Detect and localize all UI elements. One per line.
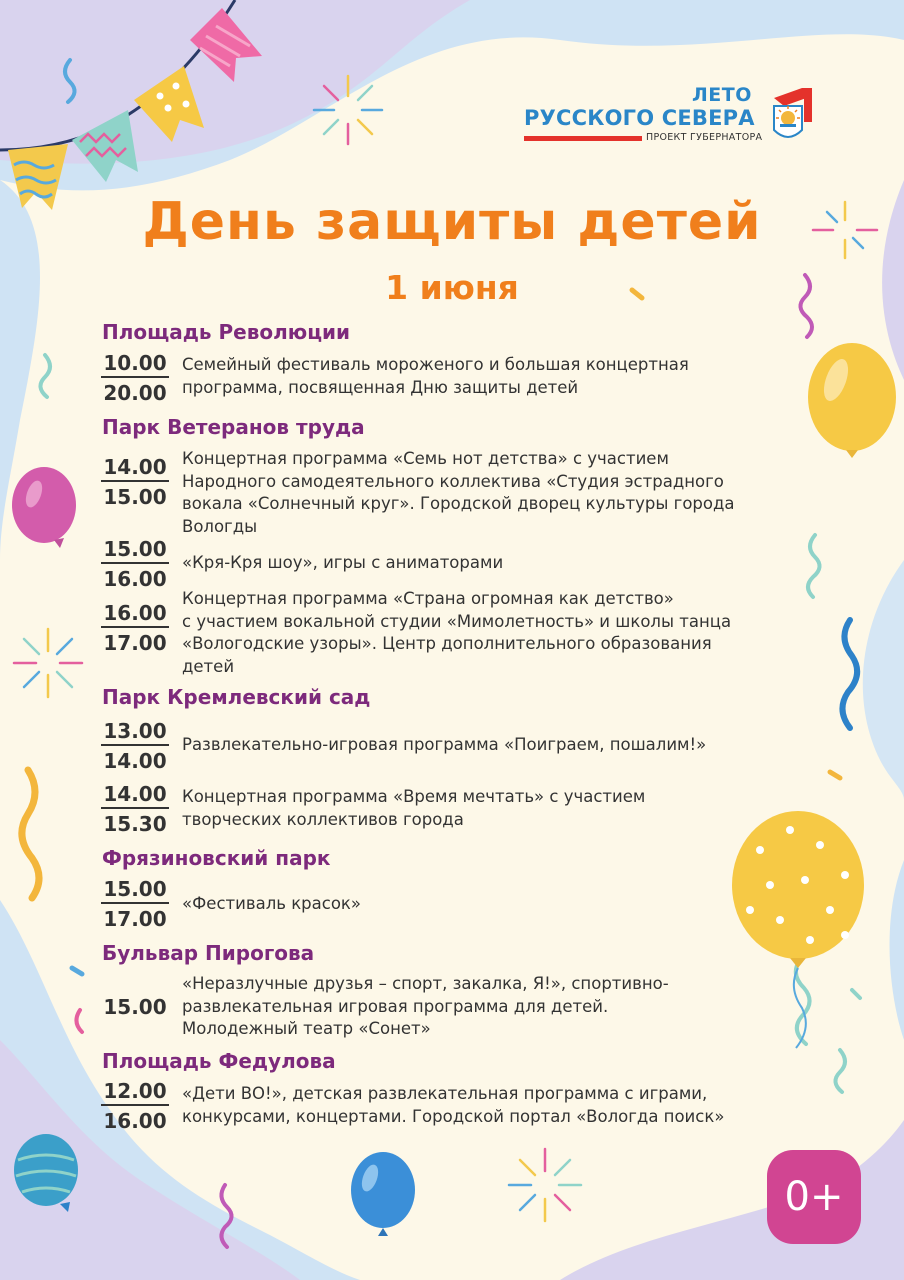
event-line: «Дети ВО!», детская развлекательная программа с играми, [182, 1084, 708, 1103]
time-end: 15.30 [103, 812, 167, 836]
time-end: 16.00 [103, 1109, 167, 1133]
project-logo [522, 70, 822, 154]
time-end: 17.00 [103, 631, 167, 655]
time-start: 12.00 [101, 1078, 169, 1106]
event-line: конкурсами, концертами. Городской портал «Вологда поиск» [182, 1106, 725, 1126]
event-line: Концертная программа «Страна огромная как детство» [182, 589, 674, 608]
event-description [182, 588, 842, 678]
event-line: Вологды [182, 516, 258, 536]
time-range [101, 350, 169, 408]
event-line: развлекательная игровая программа для детей. [182, 996, 609, 1016]
event-description [182, 1083, 842, 1128]
time-end: 16.00 [103, 567, 167, 591]
time-end: 14.00 [103, 749, 167, 773]
time-range [101, 718, 169, 776]
event-description [182, 973, 842, 1041]
time-range [101, 600, 169, 658]
event-line: Концертная программа «Время мечтать» с участием [182, 787, 646, 806]
venue-title: Бульвар Пирогова [102, 941, 315, 965]
event-line: «Неразлучные друзья – спорт, закалка, Я!», спортивно- [182, 974, 669, 993]
event-description [182, 552, 842, 575]
time-start: 16.00 [101, 600, 169, 628]
event-description [182, 448, 842, 538]
venue-title: Площадь Революции [102, 320, 351, 344]
event-line: вокала «Солнечный круг». Городской дворец культуры города [182, 494, 735, 513]
time-end: 20.00 [103, 381, 167, 405]
venue-title: Площадь Федулова [102, 1049, 336, 1073]
time-range [101, 781, 169, 839]
event-description [182, 893, 842, 916]
event-line: программа, посвященная Дню защиты детей [182, 377, 579, 397]
event-line: Семейный фестиваль мороженого и большая концертная [182, 355, 689, 374]
event-line: Молодежный театр «Сонет» [182, 1019, 431, 1038]
event-line: детей [182, 656, 235, 676]
event-line: Концертная программа «Семь нот детства» с участием [182, 449, 669, 468]
event-line: творческих коллективов города [182, 809, 464, 829]
time-start: 14.00 [101, 781, 169, 809]
logo-subtitle: ПРОЕКТ ГУБЕРНАТОРА [646, 132, 763, 143]
time-single [101, 992, 169, 1022]
event-line: Развлекательно-игровая программа «Поиграем, пошалим!» [182, 735, 707, 754]
venue-title: Фрязиновский парк [102, 846, 331, 870]
event-line: «Кря-Кря шоу», игры с аниматорами [182, 553, 504, 572]
event-description [182, 786, 842, 831]
time-start: 14.00 [101, 454, 169, 482]
page-title: День защиты детей [142, 192, 762, 252]
event-line: с участием вокальной студии «Мимолетность» и школы танца [182, 611, 732, 631]
event-description [182, 734, 842, 757]
logo-line2: РУССКОГО СЕВЕРА [524, 106, 755, 130]
logo-red-bar [524, 136, 642, 141]
time-start: 13.00 [101, 718, 169, 746]
event-date: 1 июня [385, 268, 519, 307]
logo-line1: ЛЕТО [692, 84, 752, 106]
event-line: «Вологодские узоры». Центр дополнительного образования [182, 634, 712, 653]
time-range [101, 876, 169, 934]
age-rating-badge: 0+ [767, 1150, 861, 1244]
venue-title: Парк Ветеранов труда [102, 415, 365, 439]
time-start: 15.00 [103, 995, 167, 1019]
logo-emblem-icon [770, 84, 816, 150]
time-range [101, 536, 169, 594]
event-line: «Фестиваль красок» [182, 894, 361, 913]
time-range [101, 454, 169, 512]
event-line: Народного самодеятельного коллектива «Студия эстрадного [182, 471, 724, 491]
event-description [182, 354, 842, 399]
time-start: 15.00 [101, 536, 169, 564]
time-end: 17.00 [103, 907, 167, 931]
venue-title: Парк Кремлевский сад [102, 685, 371, 709]
time-start: 10.00 [101, 350, 169, 378]
time-end: 15.00 [103, 485, 167, 509]
time-start: 15.00 [101, 876, 169, 904]
time-range [101, 1078, 169, 1136]
